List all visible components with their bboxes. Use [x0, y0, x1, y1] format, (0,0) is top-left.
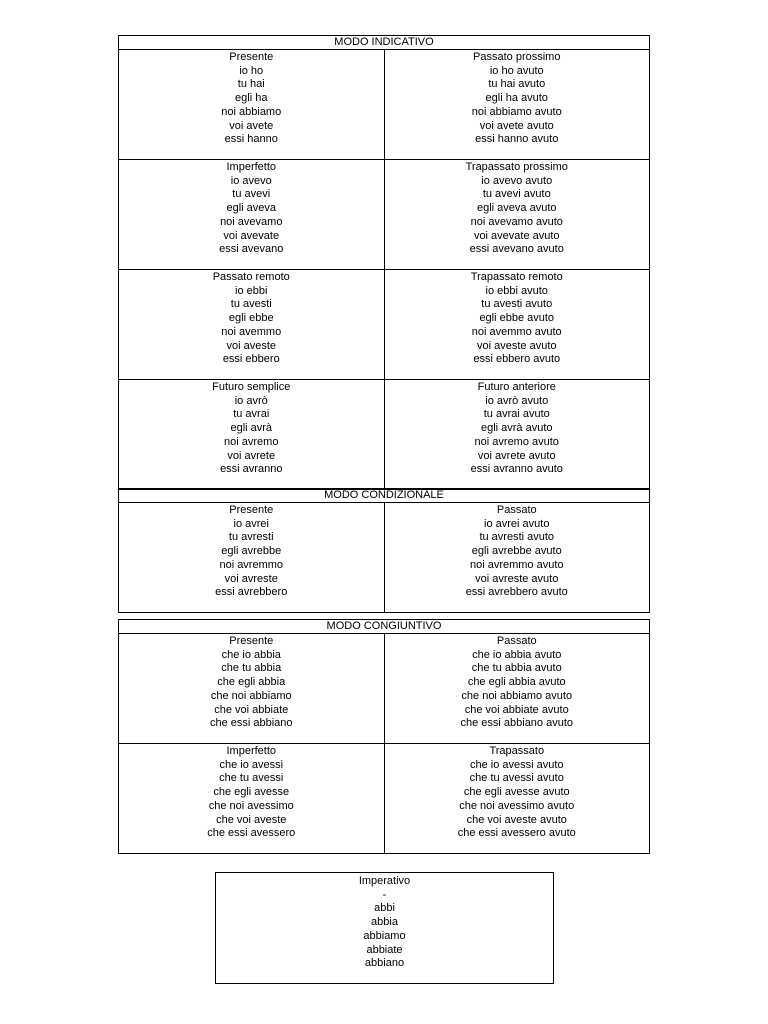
conjugation-line: egli aveva avuto	[477, 202, 557, 215]
tense-title: Presente	[229, 504, 274, 516]
conjugation-line: io avrei avuto	[484, 517, 550, 530]
tense-title: Imperfetto	[226, 745, 277, 757]
tense-title: Imperfetto	[226, 161, 277, 173]
conjugation-line: tu avevi avuto	[482, 188, 551, 201]
conjugation-line: voi aveste avuto	[477, 339, 557, 352]
conjugation-line: tu avresti avuto	[479, 531, 555, 544]
indicativo-row-presente	[119, 50, 649, 160]
indicativo-row-imperfetto	[119, 160, 649, 270]
conjugation-line: noi avremmo avuto	[469, 558, 564, 571]
conjugation-line: che egli abbia	[217, 676, 286, 689]
conjugation-line: io avrò	[234, 394, 268, 407]
conjugation-line: egli ha	[235, 92, 268, 105]
indicativo-row-passato-remoto	[119, 270, 649, 380]
congiuntivo-row-imperfetto	[119, 744, 649, 853]
conjugation-line: abbiano	[364, 957, 405, 970]
conjugation-line: che voi aveste	[216, 813, 287, 826]
conjugation-line: egli ebbe avuto	[479, 312, 555, 325]
congiuntivo-table	[118, 619, 650, 854]
conjugation-line: voi avete	[229, 119, 274, 132]
conjugation-line: essi ebbero	[222, 353, 280, 366]
condizionale-table	[118, 488, 650, 613]
conjugation-line: che noi abbiamo avuto	[461, 689, 573, 702]
conjugation-line: che tu abbia avuto	[471, 662, 562, 675]
tense-cell	[385, 380, 650, 489]
conjugation-line: abbiamo	[363, 929, 406, 942]
indicativo-title: MODO INDICATIVO	[119, 36, 649, 50]
conjugation-line: essi ebbero avuto	[473, 353, 561, 366]
tense-cell	[119, 50, 385, 159]
tense-title: Futuro anteriore	[477, 381, 556, 393]
condizionale-row	[119, 503, 649, 612]
conjugation-line: essi avranno	[220, 463, 283, 476]
conjugation-line: voi avreste	[224, 572, 278, 585]
conjugation-line: noi avremo avuto	[474, 435, 559, 448]
conjugation-line: io ebbi	[235, 284, 268, 297]
conjugation-line: essi hanno avuto	[475, 133, 559, 146]
conjugation-line: egli avrebbe	[221, 545, 282, 558]
conjugation-line: che voi abbiate avuto	[464, 703, 569, 716]
tense-title: Presente	[229, 51, 274, 63]
tense-title: Trapassato prossimo	[465, 161, 568, 173]
tense-title: Trapassato remoto	[470, 271, 563, 283]
condizionale-title: MODO CONDIZIONALE	[119, 489, 649, 503]
conjugation-line: tu avevi	[232, 188, 271, 201]
conjugation-line: tu avrai avuto	[483, 408, 550, 421]
conjugation-line: che io avessi	[219, 758, 284, 771]
conjugation-line: che egli avesse	[213, 786, 290, 799]
conjugation-line: che tu avessi	[219, 772, 284, 785]
tense-cell	[119, 160, 385, 269]
conjugation-line: che essi abbiano avuto	[460, 717, 574, 730]
conjugation-line: noi avemmo	[221, 325, 282, 338]
conjugation-line: io ho avuto	[489, 64, 544, 77]
conjugation-line: essi avrebbero	[215, 586, 288, 599]
conjugation-line: noi avremmo	[219, 558, 284, 571]
conjugation-line: che essi abbiano	[209, 717, 293, 730]
conjugation-line: essi avevano avuto	[469, 243, 564, 256]
conjugation-line: io avrei	[233, 517, 269, 530]
conjugation-line: egli aveva	[226, 202, 277, 215]
conjugation-line: voi avete avuto	[479, 119, 554, 132]
conjugation-line: che egli avesse avuto	[463, 786, 570, 799]
tense-cell	[119, 744, 385, 853]
tense-title: Futuro semplice	[212, 381, 291, 393]
tense-cell	[119, 634, 385, 743]
conjugation-line: tu avesti avuto	[481, 298, 553, 311]
tense-cell	[385, 634, 650, 743]
conjugation-line: noi avevamo	[220, 215, 283, 228]
conjugation-line: egli ebbe	[228, 312, 274, 325]
conjugation-line: che noi avessimo avuto	[459, 799, 575, 812]
conjugation-line: voi avreste avuto	[475, 572, 559, 585]
conjugation-line: tu hai	[237, 78, 265, 91]
conjugation-line: che egli abbia avuto	[467, 676, 566, 689]
conjugation-line: noi abbiamo	[221, 105, 282, 118]
conjugation-line: io avevo avuto	[481, 174, 553, 187]
conjugation-line: voi avrete avuto	[477, 449, 556, 462]
conjugation-line: che essi avessero avuto	[457, 827, 576, 840]
tense-cell	[385, 50, 650, 159]
conjugation-line: tu avesti	[230, 298, 272, 311]
conjugation-line: noi avremo	[224, 435, 279, 448]
conjugation-line: che noi abbiamo	[210, 689, 292, 702]
conjugation-line: tu avresti	[228, 531, 274, 544]
conjugation-line: abbi	[374, 902, 395, 915]
tense-title: Passato remoto	[212, 271, 290, 283]
congiuntivo-row-presente	[119, 634, 649, 744]
conjugation-line: essi avevano	[219, 243, 284, 256]
conjugation-line: abbia	[371, 916, 398, 929]
tense-cell	[385, 270, 650, 379]
conjugation-line: voi aveste	[226, 339, 277, 352]
tense-cell	[385, 503, 650, 612]
indicativo-row-futuro	[119, 380, 649, 489]
indicativo-table	[118, 35, 650, 490]
conjugation-line: che io abbia	[221, 648, 281, 661]
conjugation-line: essi avrebbero avuto	[465, 586, 568, 599]
conjugation-line: voi avevate avuto	[473, 229, 560, 242]
conjugation-line: essi hanno	[224, 133, 278, 146]
conjugation-line: che voi aveste avuto	[466, 813, 567, 826]
conjugation-line: che voi abbiate	[214, 703, 289, 716]
tense-title: Trapassato	[489, 745, 545, 757]
conjugation-line: egli ha avuto	[485, 92, 548, 105]
tense-title: Presente	[229, 635, 274, 647]
conjugation-line: voi avrete	[227, 449, 276, 462]
conjugation-line: egli avrebbe avuto	[471, 545, 562, 558]
conjugation-line: che essi avessero	[207, 827, 296, 840]
conjugation-line: voi avevate	[223, 229, 280, 242]
tense-cell	[119, 503, 385, 612]
tense-cell	[119, 380, 385, 489]
tense-cell	[385, 160, 650, 269]
tense-title: Passato	[496, 635, 537, 647]
conjugation-line: essi avranno avuto	[470, 463, 563, 476]
tense-title: Passato prossimo	[473, 51, 561, 63]
conjugation-line: che io avessi avuto	[469, 758, 564, 771]
imperativo-box	[215, 872, 554, 984]
conjugation-line: io avrò avuto	[485, 394, 549, 407]
conjugation-line: che tu avessi avuto	[469, 772, 564, 785]
conjugation-line: che tu abbia	[221, 662, 282, 675]
tense-cell	[385, 744, 650, 853]
conjugation-line: noi abbiamo avuto	[471, 105, 562, 118]
tense-title: Imperativo	[358, 875, 411, 887]
conjugation-line: -	[382, 888, 387, 901]
conjugation-line: che noi avessimo	[208, 799, 294, 812]
conjugation-line: io ebbi avuto	[485, 284, 548, 297]
conjugation-line: tu avrai	[233, 408, 270, 421]
conjugation-line: che io abbia avuto	[472, 648, 562, 661]
tense-cell	[119, 270, 385, 379]
conjugation-line: egli avrà avuto	[480, 422, 553, 435]
conjugation-line: egli avrà	[230, 422, 273, 435]
conjugation-line: noi avevamo avuto	[470, 215, 563, 228]
conjugation-line: noi avemmo avuto	[471, 325, 562, 338]
conjugation-line: io ho	[239, 64, 264, 77]
conjugation-line: abbiate	[366, 943, 403, 956]
tense-title: Passato	[496, 504, 537, 516]
conjugation-line: tu hai avuto	[488, 78, 546, 91]
conjugation-line: io avevo	[230, 174, 272, 187]
congiuntivo-title: MODO CONGIUNTIVO	[119, 620, 649, 634]
